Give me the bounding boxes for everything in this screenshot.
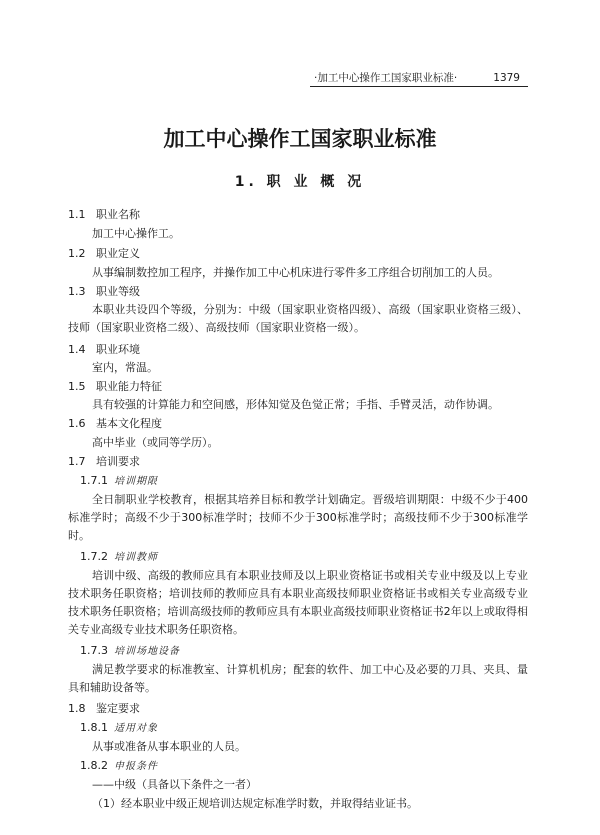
section-text: 本职业共设四个等级，分别为：中级（国家职业资格四级）、高级（国家职业资格三级）、技师（国家职业资格二级）、高级技师（国家职业资格一级）。 [68,303,528,334]
subsection-number: 1.7.1 [80,474,108,487]
subsection-title: 适用对象 [114,723,158,734]
header-rule [310,86,528,87]
section-text: 具有较强的计算能力和空间感，形体知觉及色觉正常；手指、手臂灵活，动作协调。 [92,398,499,411]
subsection-number: 1.7.2 [80,550,108,563]
chapter-title: 1. 职 业 概 况 [234,174,366,190]
section-heading [68,206,140,224]
subsection-title: 申报条件 [114,761,158,772]
list-item: （1）经本职业中级正规培训达规定标准学时数，并取得结业证书。 [92,797,418,810]
running-header [310,70,528,86]
subsection-title: 培训期限 [114,476,158,487]
subsection-number: 1.7.3 [80,644,108,657]
subsection-heading [80,472,158,491]
section-text: 从事编制数控加工程序，并操作加工中心机床进行零件多工序组合切削加工的人员。 [92,266,499,279]
section-heading [68,245,140,263]
section-title: 培训要求 [96,455,140,468]
section-title: 职业定义 [96,247,140,260]
section-heading [68,415,162,433]
section-title: 职业等级 [96,285,140,298]
section-title: 职业名称 [96,208,140,221]
section-title: 职业能力特征 [96,380,162,393]
subsection-text: ——中级（具备以下条件之一者） [92,778,257,791]
section-number: 1.8 [68,702,86,715]
subsection-text: 全日制职业学校教育，根据其培养目标和教学计划确定。晋级培训期限：中级不少于400标准学时；高级不少于300标准学时；技师不少于300标准学时；高级技师不少于300标准学时。 [68,493,528,542]
section-heading [68,283,140,301]
subsection-text: 从事或准备从事本职业的人员。 [92,740,246,753]
section-number: 1.7 [68,455,86,468]
section-heading [68,378,162,396]
section-heading [68,453,140,471]
page-number: 1379 [493,72,520,84]
section-text: 高中毕业（或同等学历）。 [92,436,219,449]
subsection-number: 1.8.1 [80,721,108,734]
subsection-title: 培训场地设备 [114,646,180,657]
running-header-title: ·加工中心操作工国家职业标准· [314,72,458,84]
section-text: 室内，常温。 [92,361,158,374]
section-number: 1.5 [68,380,86,393]
document-title: 加工中心操作工国家职业标准 [163,126,437,151]
subsection-number: 1.8.2 [80,759,108,772]
section-heading [68,341,140,359]
section-number: 1.1 [68,208,86,221]
section-title: 职业环境 [96,343,140,356]
subsection-title: 培训教师 [114,552,158,563]
section-number: 1.4 [68,343,86,356]
section-heading [68,700,140,718]
section-title: 基本文化程度 [96,417,162,430]
section-number: 1.2 [68,247,86,260]
subsection-text: 满足教学要求的标准教室、计算机机房；配套的软件、加工中心及必要的刀具、夹具、量具和辅助设备等。 [68,663,528,694]
subsection-heading [80,548,158,567]
section-number: 1.6 [68,417,86,430]
subsection-heading [80,642,180,661]
section-text: 加工中心操作工。 [92,227,180,240]
section-number: 1.3 [68,285,86,298]
subsection-heading [80,757,158,776]
section-title: 鉴定要求 [96,702,140,715]
subsection-heading [80,719,158,738]
subsection-text: 培训中级、高级的教师应具有本职业技师及以上职业资格证书或相关专业中级及以上专业技术职务任职资格；培训技师的教师应具有本职业高级技师职业资格证书或相关专业高级专业技术职务任职资格；培训高级技师的教师应具有本职业高级技师职业资格证书2年以上或取得相关专业高级专业技术职务任职资格。 [68,569,528,636]
